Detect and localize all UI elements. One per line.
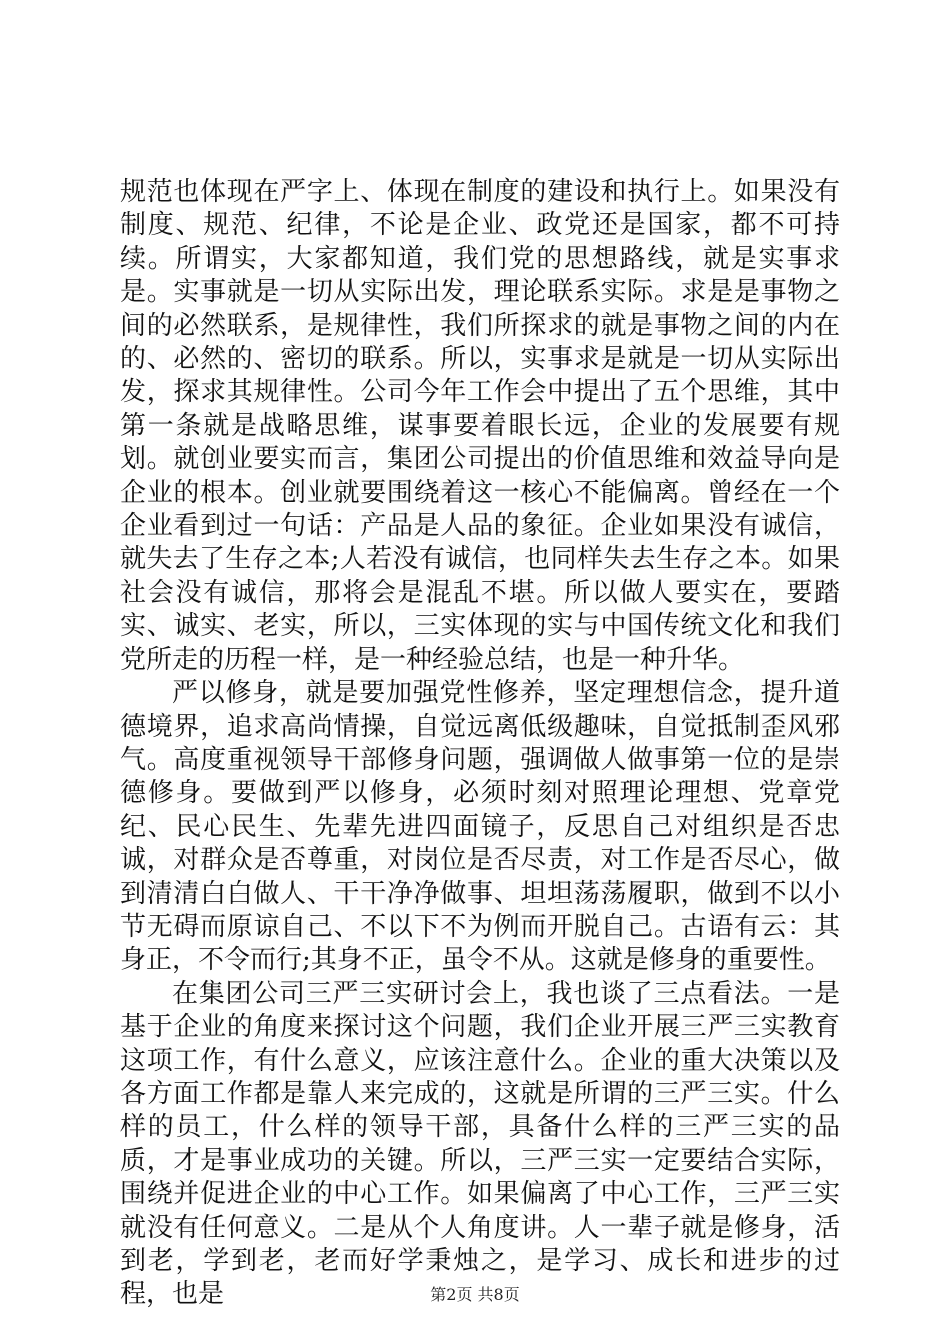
document-body: [120, 176, 840, 1312]
page-number-footer: 第2页 共8页: [430, 1285, 520, 1304]
paragraph-3: 在集团公司三严三实研讨会上，我也谈了三点看法。一是基于企业的角度来探讨这个问题，我们企业开展三严三实教育这项工作，有什么意义，应该注意什么。企业的重大决策以及各方面工作都是靠人来完成的，这就是所谓的三严三实。什么样的员工，什么样的领导干部，具备什么样的三严三实的品质，才是事业成功的关键。所以，三严三实一定要结合实际，围绕并促进企业的中心工作。如果偏离了中心工作，三严三实就没有任何意义。二是从个人角度讲。人一辈子就是修身，活到老，学到老，老而好学秉烛之，是学习、成长和进步的过程，也是: [120, 978, 840, 1310]
paragraph-1: 规范也体现在严字上、体现在制度的建设和执行上。如果没有制度、规范、纪律，不论是企业、政党还是国家，都不可持续。所谓实，大家都知道，我们党的思想路线，就是实事求是。实事就是一切从实际出发，理论联系实际。求是是事物之间的必然联系，是规律性，我们所探求的就是事物之间的内在的、必然的、密切的联系。所以，实事求是就是一切从实际出发，探求其规律性。公司今年工作会中提出了五个思维，其中第一条就是战略思维，谋事要着眼长远，企业的发展要有规划。就创业要实而言，集团公司提出的价值思维和效益导向是企业的根本。创业就要围绕着这一核心不能偏离。曾经在一个企业看到过一句话：产品是人品的象征。企业如果没有诚信，就失去了生存之本;人若没有诚信，也同样失去生存之本。如果社会没有诚信，那将会是混乱不堪。所以做人要实在，要踏实、诚实、老实，所以，三实体现的实与中国传统文化和我们党所走的历程一样，是一种经验总结，也是一种升华。: [120, 177, 840, 675]
paragraph-2: 严以修身，就是要加强党性修养，坚定理想信念，提升道德境界，追求高尚情操，自觉远离低级趣味，自觉抵制歪风邪气。高度重视领导干部修身问题，强调做人做事第一位的是崇德修身。要做到严以修身，必须时刻对照理论理想、党章党纪、民心民生、先辈先进四面镜子，反思自己对组织是否忠诚，对群众是否尊重，对岗位是否尽责，对工作是否尽心，做到清清白白做人、干干净净做事、坦坦荡荡履职，做到不以小节无碍而原谅自己、不以下不为例而开脱自己。古语有云：其身正，不令而行;其身不正，虽令不从。这就是修身的重要性。: [120, 678, 840, 976]
